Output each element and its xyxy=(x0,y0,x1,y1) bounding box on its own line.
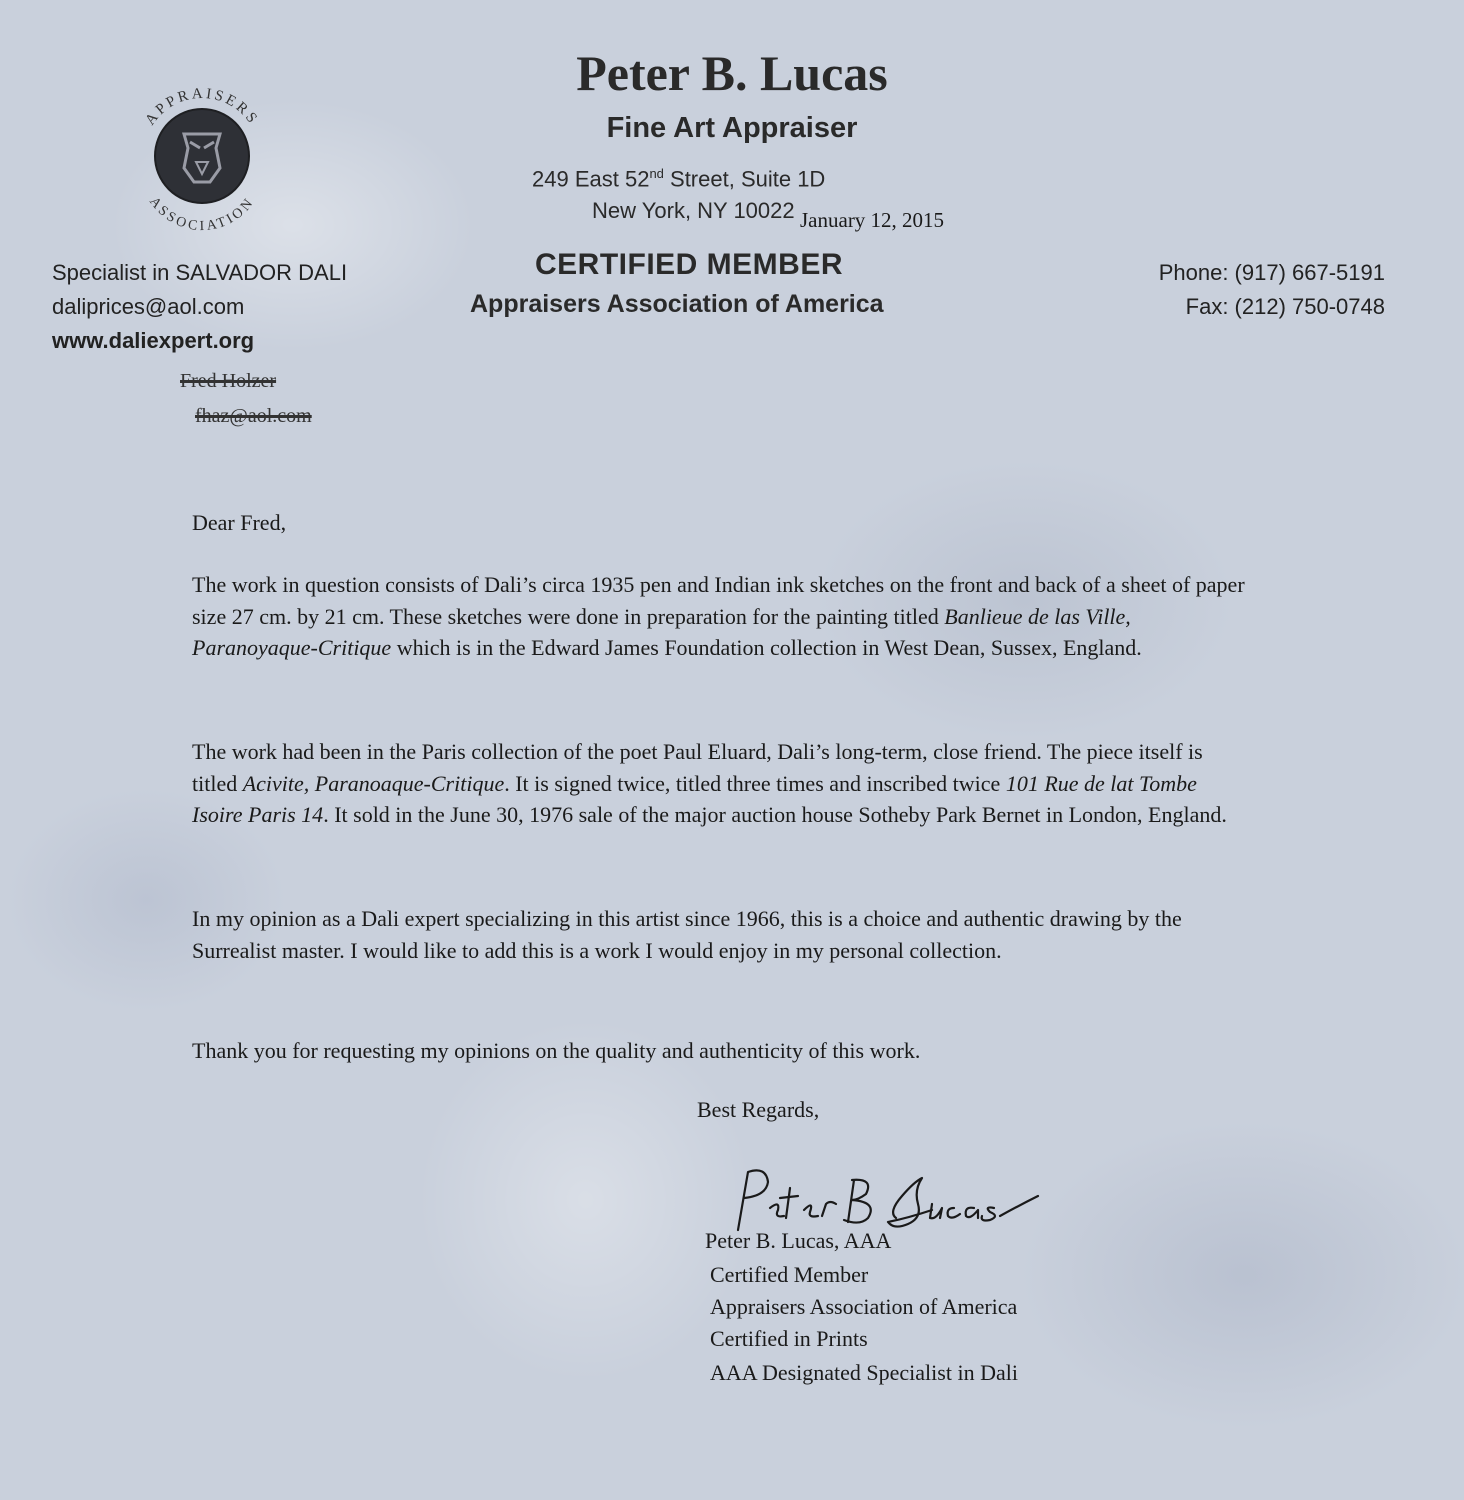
certified-member-heading: CERTIFIED MEMBER xyxy=(535,248,843,281)
svg-text:APPRAISERS: APPRAISERS xyxy=(142,85,262,129)
contact-fax: Fax: (212) 750-0748 xyxy=(1185,294,1385,319)
inscription: 101 Rue de lat Tombe Isoire Paris 14 xyxy=(192,770,1197,827)
address-line-1-suite: Street, Suite 1D xyxy=(663,166,826,192)
letter-date: January 12, 2015 xyxy=(800,208,945,232)
letterhead-subtitle: Fine Art Appraiser xyxy=(606,112,858,144)
paragraph-3: In my opinion as a Dali expert specializing in this artist since 1966, this is a choice and authentic drawing by the Surrealist master. I would like to add this is a work I would enjoy in my personal collection. xyxy=(192,906,1182,963)
paragraph-4: Thank you for requesting my opinions on the quality and authenticity of this work. xyxy=(192,1038,921,1063)
paragraph-1 xyxy=(192,569,1252,664)
painting-title: Banlieue de las Ville, Paranoyaque-Critique xyxy=(192,603,1131,660)
contact-phone: Phone: (917) 667-5191 xyxy=(1158,260,1385,285)
contact-website: www.daliexpert.org xyxy=(52,328,255,353)
paragraph-2-text-b: . It is signed twice, titled three times and inscribed twice xyxy=(504,770,1006,796)
signatory-title-1: Certified Member xyxy=(710,1262,869,1287)
signatory-title-2: Appraisers Association of America xyxy=(710,1294,1018,1319)
greeting: Dear Fred, xyxy=(192,510,287,535)
specialist-text: Specialist in SALVADOR DALI xyxy=(52,260,348,285)
association-name: Appraisers Association of America xyxy=(470,290,884,318)
paragraph-2 xyxy=(192,736,1252,831)
address-line-1 xyxy=(532,166,825,192)
svg-text:ASSOCIATION: ASSOCIATION xyxy=(146,194,258,235)
paragraph-2-text-c: . It sold in the June 30, 1976 sale of the major auction house Sotheby Park Bernet in London, England. xyxy=(323,802,1227,827)
closing: Best Regards, xyxy=(697,1097,820,1122)
contact-email: daliprices@aol.com xyxy=(52,294,245,319)
letterhead-name: Peter B. Lucas xyxy=(576,45,888,101)
paragraph-1-text-a: The work in question consists of Dali’s circa 1935 pen and Indian ink sketches on the front and back of a sheet of paper size 27 cm. by 21 cm. These sketches were done in preparation for the painting titled xyxy=(192,572,1245,629)
signatory-title-3: Certified in Prints xyxy=(710,1326,868,1351)
address-line-1-street: 249 East 52 xyxy=(532,166,650,192)
paragraph-1-text-b: which is in the Edward James Foundation collection in West Dean, Sussex, England. xyxy=(391,635,1142,660)
signatory-name: Peter B. Lucas, AAA xyxy=(705,1228,892,1253)
signatory-title-4: AAA Designated Specialist in Dali xyxy=(710,1360,1018,1385)
recipient-name-redacted: Fred Holzer xyxy=(180,370,277,392)
work-title: Acivite, Paranoaque-Critique xyxy=(242,770,505,796)
address-ordinal: nd xyxy=(649,166,664,181)
recipient-email-redacted: fhaz@aol.com xyxy=(195,405,312,427)
paragraph-2-text-a: The work had been in the Paris collection of the poet Paul Eluard, Dali’s long-term, close friend. The piece itself is titled xyxy=(192,739,1203,796)
address-line-2: New York, NY 10022 xyxy=(592,198,795,223)
